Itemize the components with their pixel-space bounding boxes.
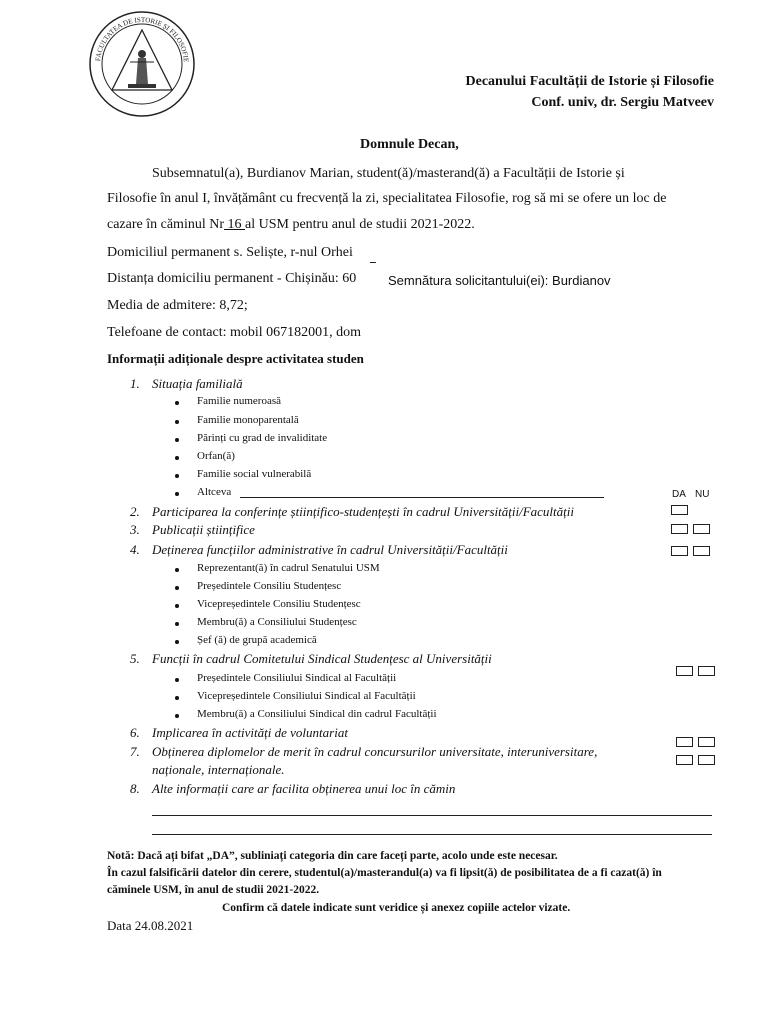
item-3-text: Publicații științifice	[152, 522, 255, 537]
recipient-line-1: Decanului Facultății de Istorie și Filosofie	[465, 74, 714, 89]
family-subitem: Familie social vulnerabilă	[197, 468, 312, 480]
item-4-da-checkbox[interactable]	[671, 546, 688, 556]
bullet	[175, 586, 179, 590]
semnatura-field: Semnătura solicitantului(ei): Burdianov	[388, 273, 611, 288]
sindical-subitem: Membru(ă) a Consiliului Sindical din cadrul Facultății	[197, 708, 437, 720]
bullet	[175, 420, 179, 424]
paragraph-line-3-post: al USM pentru anul de studii 2021-2022.	[245, 217, 475, 232]
confirm-text: Confirm că datele indicate sunt veridice și anexez copiile actelor vizate.	[222, 902, 571, 914]
bullet	[175, 492, 179, 496]
bullet	[175, 604, 179, 608]
paragraph-line-3	[107, 217, 475, 233]
item-7-text: Obținerea diplomelor de merit în cadrul concursurilor universitate, interuniversitare,	[152, 744, 598, 759]
family-subitem: Familie monoparentală	[197, 414, 299, 426]
family-subitem: Părinți cu grad de invaliditate	[197, 432, 328, 444]
da-label: DA	[672, 489, 686, 500]
item-2-text: Participarea la conferințe științifico-studențești în cadrul Universității/Facultății	[152, 504, 574, 519]
item-5-text: Funcții în cadrul Comitetului Sindical Studențesc al Universității	[152, 651, 492, 666]
item-5-number: 5.	[130, 651, 140, 666]
item-3-da-checkbox[interactable]	[671, 524, 688, 534]
admin-subitem: Președintele Consiliu Studențesc	[197, 580, 342, 592]
item-2-number: 2.	[130, 504, 140, 519]
admin-subitem: Reprezentant(ă) în cadrul Senatului USM	[197, 562, 380, 574]
bullet	[175, 622, 179, 626]
family-subitem: Familie numeroasă	[197, 395, 282, 407]
item-7-nu-checkbox[interactable]	[698, 755, 715, 765]
dorm-number: 16	[224, 217, 245, 232]
bullet	[175, 401, 179, 405]
recipient-line-2: Conf. univ, dr. Sergiu Matveev	[531, 95, 714, 110]
paragraph-line-1: Subsemnatul(a), Burdianov Marian, student(ă)/masterand(ă) a Facultății de Istorie și	[152, 166, 625, 181]
paragraph-line-3-pre: cazare în căminul Nr	[107, 217, 224, 232]
bullet	[175, 438, 179, 442]
item-7-da-checkbox[interactable]	[676, 755, 693, 765]
item-8-blank-line-2	[152, 834, 712, 835]
item-7-text-cont: naționale, internaționale.	[152, 762, 285, 777]
bullet	[175, 678, 179, 682]
item-4-number: 4.	[130, 542, 140, 557]
salutation: Domnule Decan,	[360, 137, 459, 152]
media-field: Media de admitere: 8,72;	[107, 298, 248, 313]
admin-subitem: Șef (ă) de grupă academică	[197, 634, 317, 646]
item-6-da-checkbox[interactable]	[676, 737, 693, 747]
paragraph-line-2: Filosofie în anul I, învățământ cu frecvență la zi, specialitatea Filosofie, rog să mi se ofere un loc de	[107, 191, 667, 206]
family-subitem-altceva: Altceva	[197, 486, 232, 498]
faculty-seal-logo	[88, 10, 196, 118]
item-7-number: 7.	[130, 744, 140, 759]
sindical-subitem: Președintele Consiliului Sindical al Facultății	[197, 672, 397, 684]
section-title: Informații adiționale despre activitatea studen	[107, 351, 364, 366]
bullet	[175, 456, 179, 460]
item-6-number: 6.	[130, 725, 140, 740]
item-4-nu-checkbox[interactable]	[693, 546, 710, 556]
nu-label: NU	[695, 489, 710, 500]
distanta-field: Distanța domiciliu permanent - Chișinău: 60	[107, 271, 357, 286]
svg-text:FACULTATEA DE ISTORIE ȘI FILOS: FACULTATEA DE ISTORIE ȘI FILOSOFIE	[94, 15, 191, 63]
falsificare-text-2: căminele USM, în anul de studii 2021-2022.	[107, 884, 320, 896]
item-1-text: Situația familială	[152, 376, 243, 391]
sindical-subitem: Vicepreședintele Consiliului Sindical al Facultății	[197, 690, 416, 702]
item-8-number: 8.	[130, 781, 140, 796]
domiciliu-field: Domiciliul permanent s. Seliște, r-nul Orhei	[107, 245, 353, 260]
item-3-nu-checkbox[interactable]	[693, 524, 710, 534]
item-6-nu-checkbox[interactable]	[698, 737, 715, 747]
altceva-blank-line	[240, 497, 604, 498]
bullet	[175, 696, 179, 700]
item-3-number: 3.	[130, 522, 140, 537]
item-8-blank-line-1	[152, 815, 712, 816]
family-subitem: Orfan(ă)	[197, 450, 235, 462]
nota-text: Notă: Dacă ați bifat „DA”, subliniați categoria din care faceți parte, acolo unde este necesar.	[107, 850, 558, 862]
bullet	[175, 568, 179, 572]
item-4-text: Deținerea funcțiilor administrative în cadrul Universității/Facultății	[152, 542, 508, 557]
item-2-checkbox[interactable]	[671, 505, 688, 515]
bullet	[175, 474, 179, 478]
falsificare-text-1: În cazul falsificării datelor din cerere, studentul(a)/masterandul(a) va fi lipsit(ă) de posibilitatea de a fi cazat(ă) în	[107, 867, 662, 879]
item-5-nu-checkbox[interactable]	[698, 666, 715, 676]
item-6-text: Implicarea în activități de voluntariat	[152, 725, 348, 740]
item-8-text: Alte informații care ar facilita obținerea unui loc în cămin	[152, 781, 456, 796]
item-5-da-checkbox[interactable]	[676, 666, 693, 676]
domiciliu-underline	[370, 262, 376, 263]
telefoane-field: Telefoane de contact: mobil 067182001, dom	[107, 325, 362, 340]
bullet	[175, 714, 179, 718]
bullet	[175, 640, 179, 644]
admin-subitem: Membru(ă) a Consiliului Studențesc	[197, 616, 357, 628]
admin-subitem: Vicepreședintele Consiliu Studențesc	[197, 598, 361, 610]
date-field: Data 24.08.2021	[107, 918, 194, 933]
item-1-number: 1.	[130, 376, 140, 391]
